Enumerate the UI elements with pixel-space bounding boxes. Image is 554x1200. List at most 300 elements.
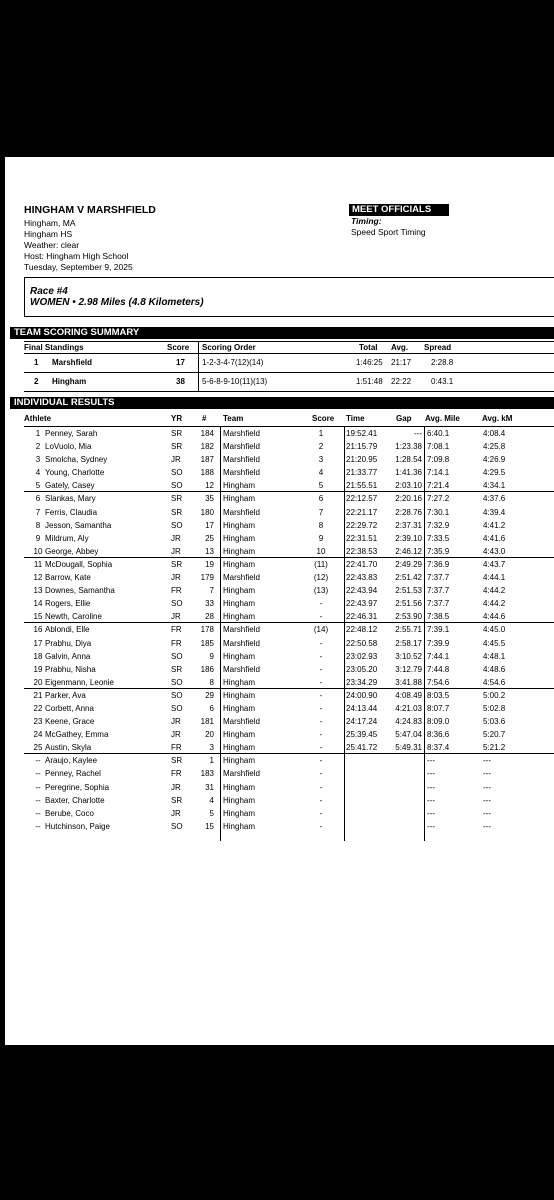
bib-number: 184 [200,429,214,438]
bib-number: 181 [200,717,214,727]
bib-number: 5 [209,808,214,818]
finish-time: 22:41.70 [346,559,378,569]
avg-mile: 7:37.7 [427,573,450,583]
avg-mile: 7:39.1 [427,625,450,635]
column-divider [198,342,199,353]
athlete-score: - [319,651,323,661]
individual-rows [24,427,554,833]
avg-mile: 7:27.2 [427,494,450,504]
table-row [24,427,554,440]
column-divider [198,373,199,391]
athlete-name: Ferris, Claudia [45,507,98,517]
avg-km: 4:43.0 [483,546,506,556]
time-gap: 1:23.38 [395,442,422,452]
table-row [24,794,554,807]
place: 25 [33,743,43,753]
place: 10 [33,546,43,556]
athlete-score: - [319,769,323,779]
athlete-score: - [319,664,323,674]
bib-number: 12 [205,481,214,491]
athlete-name: Parker, Ava [45,690,86,700]
place: 9 [35,533,41,543]
avg-mile: 7:08.1 [427,442,450,452]
table-row [24,702,554,715]
finish-time: 23:02.93 [346,651,378,661]
race-box [24,277,554,317]
place: 20 [33,677,43,687]
avg-km: --- [483,756,491,766]
team-avg: 21:17 [391,358,412,367]
athlete-name: LoVuolo, Mia [45,442,92,452]
col-spread: Spread [424,343,452,352]
individual-results-heading: INDIVIDUAL RESULTS [10,397,554,409]
athlete-team: Hingham [223,677,256,687]
place: -- [35,821,41,831]
athlete-team: Hingham [223,599,256,609]
athlete-yr: SR [171,494,183,504]
avg-km: 4:44.1 [483,573,506,583]
athlete-name: Corbett, Anna [45,703,94,713]
athlete-yr: JR [171,782,181,792]
avg-mile: 7:32.9 [427,520,450,530]
table-row [24,650,554,663]
finish-time: 19:52.41 [346,429,378,438]
athlete-yr: SO [171,468,183,478]
bib-number: 28 [205,612,214,622]
table-row [24,754,554,767]
table-row [24,466,554,479]
athlete-team: Marshfield [223,442,260,452]
athlete-score: - [319,612,323,622]
athlete-score: 8 [318,520,324,530]
meet-location: Hingham, MA [24,218,76,228]
table-row [24,571,554,584]
avg-km: 4:54.6 [483,677,506,687]
place: -- [35,756,41,766]
athlete-name: George, Abbey [45,546,99,556]
place: 12 [33,573,43,583]
time-gap: 2:49.29 [395,559,422,569]
athlete-yr: SR [171,507,183,517]
bib-number: 4 [209,795,214,805]
place: 21 [33,690,43,700]
athlete-name: Galvin, Anna [45,651,91,661]
athlete-name: Penney, Rachel [45,769,101,779]
athlete-team: Marshfield [223,429,260,438]
meet-officials [349,204,449,238]
table-row [24,689,554,702]
athlete-score: - [319,703,323,713]
bib-number: 9 [209,651,214,661]
time-gap: 2:03.10 [395,481,422,491]
athlete-score: 6 [318,494,324,504]
time-gap: 4:24.83 [395,717,422,727]
athlete-score: 2 [318,442,324,452]
avg-km: 4:26.9 [483,455,506,465]
avg-mile: 7:37.7 [427,586,450,596]
athlete-team: Hingham [223,730,256,740]
avg-mile: 7:35.9 [427,546,450,556]
avg-km: 4:48.1 [483,651,506,661]
time-gap: 1:41.36 [395,468,422,478]
athlete-score: (13) [313,586,329,596]
athlete-name: Rogers, Ellie [45,599,91,609]
place: 22 [33,703,43,713]
column-divider [424,426,425,841]
time-gap: 3:10.52 [395,651,422,661]
team-avg: 22:22 [391,377,412,386]
individual-results-table [24,412,554,833]
athlete-team: Marshfield [223,625,260,635]
avg-mile: 7:38.5 [427,612,450,622]
team-spread: 0:43.1 [431,377,454,386]
place: 5 [35,481,41,491]
athlete-score: - [319,730,323,740]
athlete-score: 10 [316,546,326,556]
table-row [24,519,554,532]
table-row [24,597,554,610]
bib-number: 33 [205,599,214,609]
team-name: Hingham [52,377,87,386]
finish-time: 22:50.58 [346,638,378,648]
athlete-score: - [319,599,323,609]
athlete-name: Prabhu, Diya [45,638,92,648]
table-row [24,767,554,780]
athlete-yr: JR [171,455,181,465]
table-row [24,728,554,741]
finish-time: 24:17.24 [346,717,378,727]
team-score: 17 [176,358,185,367]
col-time: Time [346,414,365,423]
athlete-yr: SO [171,651,183,661]
finish-time: 21:20.95 [346,455,378,465]
col-athlete: Athlete [24,414,52,423]
col-avg-mile: Avg. Mile [425,414,460,423]
finish-time: 22:43.83 [346,573,378,583]
athlete-team: Marshfield [223,717,260,727]
avg-mile: 8:37.4 [427,743,450,753]
athlete-yr: SR [171,795,183,805]
athlete-name: Araujo, Kaylee [45,756,98,766]
team-scoring-order: 1-2-3-4-7(12)(14) [202,358,264,367]
bib-number: 178 [200,625,214,635]
team-scoring-table [24,341,554,392]
place: -- [35,769,41,779]
col-yr: YR [171,414,183,423]
col-team: Team [223,414,244,423]
athlete-name: Young, Charlotte [45,468,105,478]
athlete-score: 4 [318,468,324,478]
time-gap: 2:20.16 [395,494,422,504]
avg-km: 4:39.4 [483,507,506,517]
athlete-score: - [319,677,323,687]
avg-mile: 7:44.8 [427,664,450,674]
place: 15 [33,612,43,622]
athlete-score: (11) [314,559,328,569]
time-gap: 2:51.56 [395,599,422,609]
avg-km: 4:41.2 [483,520,506,530]
avg-mile: 7:33.5 [427,533,450,543]
timing-label: Timing: [351,216,382,226]
athlete-name: Prabhu, Nisha [45,664,96,674]
bib-number: 6 [209,703,214,713]
athlete-yr: JR [171,533,181,543]
team-spread: 2:28.8 [431,358,454,367]
finish-time: 22:21.17 [346,507,378,517]
avg-km: --- [483,808,491,818]
avg-mile: 7:37.7 [427,599,450,609]
avg-km: 4:48.6 [483,664,506,674]
team-total: 1:46:25 [356,358,383,367]
avg-km: --- [483,821,491,831]
athlete-yr: SO [171,481,183,491]
bib-number: 25 [205,533,214,543]
athlete-name: Mildrum, Aly [45,533,89,543]
table-row [24,558,554,571]
bib-number: 7 [209,586,214,596]
athlete-score: 5 [318,481,324,491]
col-score: Score [167,343,190,352]
avg-mile: 8:03.5 [427,690,450,700]
athlete-yr: SO [171,690,183,700]
place: 23 [33,717,43,727]
athlete-name: Newth, Caroline [45,612,102,622]
table-row [24,820,554,833]
time-gap: 1:28.54 [395,455,422,465]
avg-km: --- [483,795,491,805]
table-row [24,584,554,597]
time-gap: 2:37.31 [395,520,422,530]
place: 14 [33,599,43,609]
team-row [24,373,554,392]
bib-number: 3 [209,743,214,753]
athlete-score: (14) [313,625,329,635]
time-gap: 5:49.31 [395,743,422,753]
athlete-team: Marshfield [223,664,260,674]
athlete-name: Slankas, Mary [45,494,96,504]
athlete-team: Marshfield [223,573,260,583]
avg-km: --- [483,782,491,792]
athlete-name: Keene, Grace [45,717,95,727]
athlete-yr: SO [171,703,183,713]
athlete-score: - [319,717,323,727]
athlete-yr: JR [171,808,181,818]
time-gap: --- [414,429,422,438]
bib-number: 8 [209,677,214,687]
athlete-yr: FR [171,586,182,596]
avg-km: 4:45.0 [483,625,506,635]
individual-table-header [24,412,554,427]
athlete-team: Marshfield [223,455,260,465]
athlete-team: Hingham [223,756,256,766]
avg-km: 4:44.2 [483,599,506,609]
time-gap: 2:51.53 [395,586,422,596]
place: 3 [35,455,41,465]
athlete-score: - [319,756,323,766]
athlete-name: Baxter, Charlotte [45,795,105,805]
team-name: Marshfield [52,358,93,367]
meet-title: HINGHAM V MARSHFIELD [24,204,156,216]
avg-mile: 7:30.1 [427,507,450,517]
race-number: Race #4 [30,286,68,297]
athlete-name: Downes, Samantha [45,586,115,596]
athlete-yr: FR [171,625,182,635]
table-row [24,623,554,636]
athlete-score: 1 [318,429,324,438]
column-divider [344,426,345,841]
column-divider [220,426,221,841]
athlete-name: Gately, Casey [45,481,95,491]
meet-venue: Hingham HS [24,229,73,239]
athlete-yr: JR [171,730,181,740]
place: 24 [33,730,43,740]
avg-km: 4:44.6 [483,612,506,622]
finish-time: 23:05.20 [346,664,378,674]
athlete-yr: SR [171,756,183,766]
finish-time: 25:41.72 [346,743,378,753]
avg-mile: 7:44.1 [427,651,450,661]
athlete-name: Berube, Coco [45,808,94,818]
athlete-team: Hingham [223,821,256,831]
athlete-team: Hingham [223,520,256,530]
place: 8 [35,520,41,530]
athlete-team: Hingham [223,586,256,596]
finish-time: 25:39.45 [346,730,378,740]
bib-number: 19 [205,559,214,569]
avg-mile: --- [427,756,435,766]
table-row [24,663,554,676]
finish-time: 22:46.31 [346,612,378,622]
avg-km: 4:44.2 [483,586,506,596]
athlete-name: Austin, Skyla [45,743,92,753]
meet-info [24,204,156,273]
finish-time: 22:43.94 [346,586,378,596]
finish-time: 22:43.97 [346,599,378,609]
place: 18 [33,651,43,661]
athlete-name: Hutchinson, Paige [45,821,110,831]
place: 2 [35,442,41,452]
athlete-name: McDougall, Sophia [45,559,113,569]
athlete-score: - [319,782,323,792]
athlete-score: 3 [318,455,324,465]
place: -- [35,795,41,805]
avg-mile: 7:39.9 [427,638,450,648]
bib-number: 29 [205,690,214,700]
place: 13 [33,586,43,596]
athlete-yr: JR [171,546,181,556]
athlete-yr: FR [171,638,182,648]
athlete-team: Hingham [223,703,256,713]
athlete-name: Peregrine, Sophia [45,782,110,792]
avg-mile: 7:21.4 [427,481,450,491]
avg-km: 4:34.1 [483,481,506,491]
athlete-name: Barrow, Kate [45,573,91,583]
time-gap: 4:21.03 [395,703,422,713]
bib-number: 179 [200,573,214,583]
time-gap: 2:58.17 [395,638,422,648]
athlete-team: Hingham [223,494,256,504]
athlete-name: McGathey, Emma [45,730,109,740]
place: 7 [35,507,41,517]
bib-number: 187 [200,455,214,465]
place: 16 [33,625,43,635]
place: 1 [35,429,41,438]
avg-km: 4:37.6 [483,494,506,504]
time-gap: 2:55.71 [395,625,422,635]
athlete-score: - [319,795,323,805]
avg-mile: --- [427,769,435,779]
meet-host: Host: Hingham High School [24,251,129,261]
col-total: Total [359,343,378,352]
officials-heading: MEET OFFICIALS [349,204,449,216]
table-row [24,479,554,492]
athlete-name: Eigenmann, Leonie [45,677,114,687]
time-gap: 2:51.42 [395,573,422,583]
col-avg: Avg. [391,343,409,352]
time-gap: 4:08.49 [395,690,422,700]
avg-km: --- [483,769,491,779]
table-row [24,440,554,453]
athlete-yr: SO [171,599,183,609]
table-row [24,781,554,794]
avg-km: 5:00.2 [483,690,506,700]
team-place: 1 [34,358,39,367]
avg-mile: --- [427,808,435,818]
bib-number: 31 [205,782,214,792]
col-score: Score [312,414,335,423]
avg-mile: 7:09.8 [427,455,450,465]
place: 17 [33,638,43,648]
avg-km: 5:02.8 [483,703,506,713]
athlete-team: Hingham [223,782,256,792]
table-row [24,807,554,820]
athlete-team: Hingham [223,690,256,700]
time-gap: 2:53.90 [395,612,422,622]
team-scoring-heading: TEAM SCORING SUMMARY [10,327,554,339]
athlete-team: Hingham [223,808,256,818]
col-num: # [202,414,207,423]
table-row [24,610,554,623]
bib-number: 35 [205,494,214,504]
team-table-header [24,342,554,354]
athlete-team: Marshfield [223,769,260,779]
athlete-team: Hingham [223,612,256,622]
finish-time: 21:15.79 [346,442,378,452]
avg-km: 4:29.5 [483,468,506,478]
athlete-name: Ablondi, Elle [45,625,90,635]
athlete-yr: SR [171,664,183,674]
avg-mile: --- [427,782,435,792]
athlete-team: Hingham [223,533,256,543]
athlete-team: Marshfield [223,638,260,648]
athlete-score: - [319,808,323,818]
avg-mile: 8:07.7 [427,703,450,713]
finish-time: 22:31.51 [346,533,378,543]
col-avg-km: Avg. kM [482,414,513,423]
athlete-team: Hingham [223,651,256,661]
avg-km: 5:03.6 [483,717,506,727]
table-row [24,676,554,689]
athlete-yr: JR [171,717,181,727]
finish-time: 22:29.72 [346,520,378,530]
table-row [24,453,554,466]
place: 6 [35,494,41,504]
place: 19 [33,664,43,674]
athlete-yr: FR [171,769,182,779]
finish-time: 22:48.12 [346,625,378,635]
race-description: WOMEN • 2.98 Miles (4.8 Kilometers) [30,297,204,308]
athlete-score: 7 [318,507,324,517]
